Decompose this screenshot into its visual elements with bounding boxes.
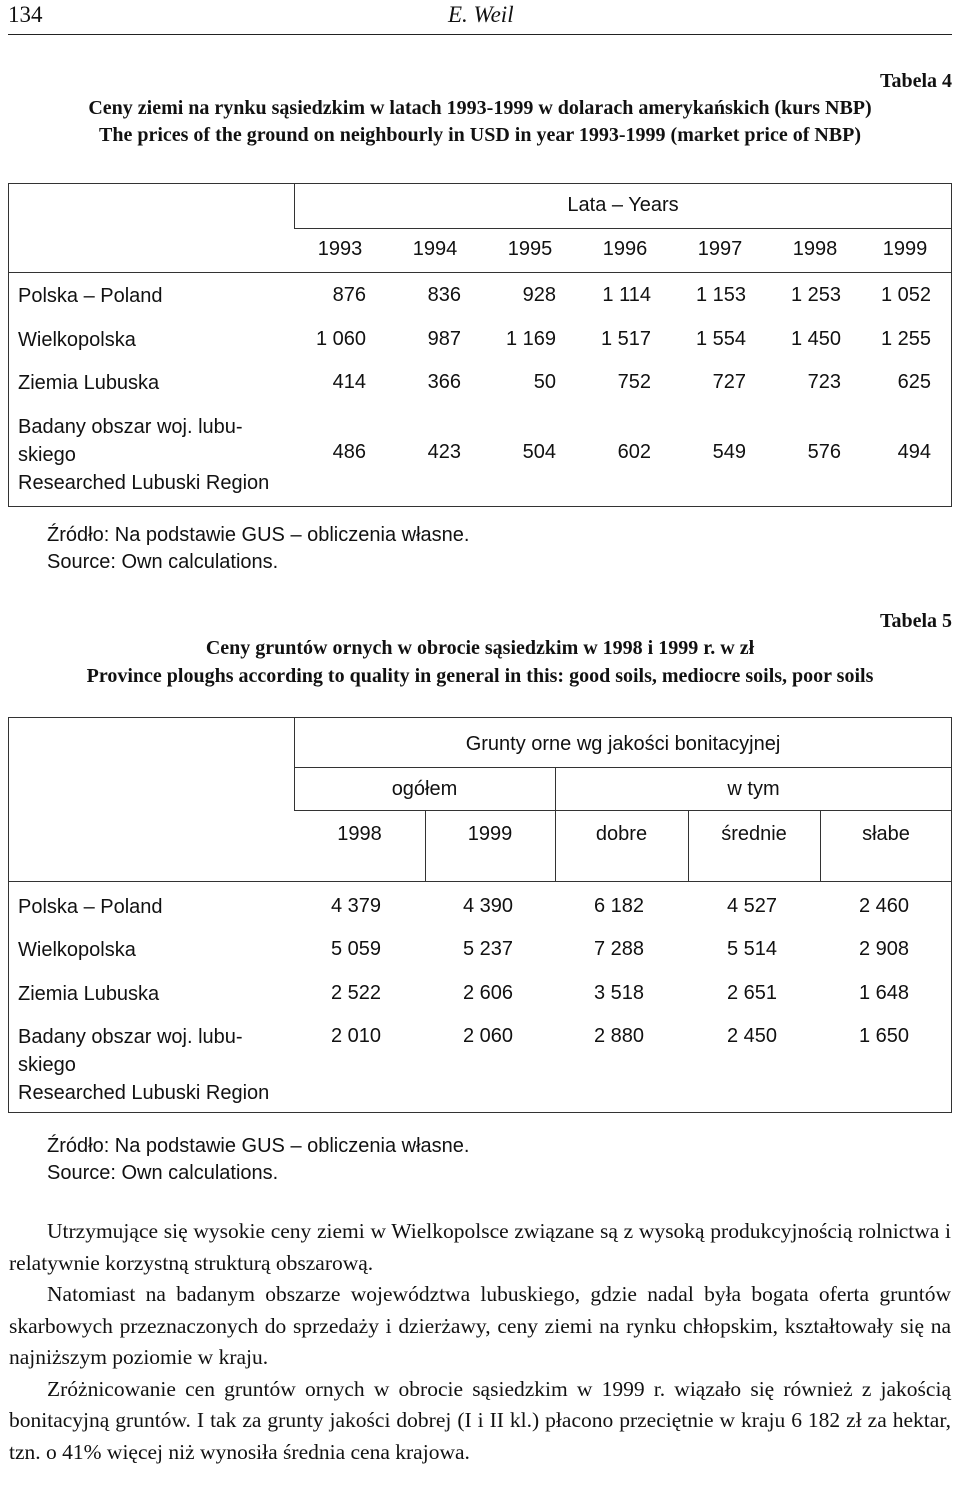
table4-cell: 928 xyxy=(522,284,556,306)
table4-source-en: Source: Own calculations. xyxy=(47,551,279,573)
table5-title-en: Province ploughs according to quality in general in this: good soils, mediocre soils, poor soils xyxy=(86,665,874,687)
table5-col-header: dobre xyxy=(595,823,648,845)
table4-divider xyxy=(294,228,952,229)
table5-cell: 1 650 xyxy=(858,1025,910,1047)
table5-col-header: 1998 xyxy=(337,823,382,845)
table5-label: Tabela 5 xyxy=(879,610,952,632)
table5-row-label: Ziemia Lubuska xyxy=(18,983,160,1005)
table5-cell: 7 288 xyxy=(593,938,645,960)
table5-cell: 2 908 xyxy=(858,938,910,960)
table4-cell: 602 xyxy=(617,441,651,463)
table5-cell: 2 606 xyxy=(462,982,514,1004)
table5-cell: 5 059 xyxy=(330,938,382,960)
table5-cell: 4 390 xyxy=(462,895,514,917)
table4-cell: 486 xyxy=(332,441,366,463)
table5-row-label-line: Researched Lubuski Region xyxy=(18,1082,270,1104)
table5-cell: 3 518 xyxy=(593,982,645,1004)
table5-row-label-line: skiego xyxy=(18,1054,76,1076)
table4-year-header: 1993 xyxy=(317,238,363,260)
table5-divider xyxy=(688,810,689,882)
table5-col-header: słabe xyxy=(862,823,910,845)
table5-cell: 2 460 xyxy=(858,895,910,917)
table5-cell: 5 514 xyxy=(726,938,778,960)
table5-row-label-line: Badany obszar woj. lubu- xyxy=(18,1026,243,1048)
table4-cell: 423 xyxy=(427,441,461,463)
table4-group-header: Lata – Years xyxy=(567,194,679,216)
table5-sub-header-of-which: w tym xyxy=(727,778,780,800)
table4-cell: 1 554 xyxy=(695,328,746,350)
table4-divider xyxy=(8,272,952,273)
table4-cell: 504 xyxy=(522,441,556,463)
table4-cell: 1 052 xyxy=(880,284,931,306)
table5-row-label: Polska – Poland xyxy=(18,896,163,918)
table4-year-header: 1997 xyxy=(697,238,743,260)
running-head xyxy=(8,0,952,35)
table4-row-label-line: Badany obszar woj. lubu- xyxy=(18,416,243,438)
table5-cell: 2 651 xyxy=(726,982,778,1004)
table4-row-label: Ziemia Lubuska xyxy=(18,372,160,394)
table4-cell: 1 253 xyxy=(790,284,841,306)
body-paragraph: Natomiast na badanym obszarze województwa lubuskiego, gdzie nadal była bogata oferta gruntów skarbowych przeznaczonych do sprzedaży i dzierżawy, ceny ziemi na rynku chłopskim, kształtowały się na najniższym poziomie w kraju. xyxy=(9,1282,951,1369)
table4-cell: 876 xyxy=(332,284,366,306)
table5-cell: 2 060 xyxy=(462,1025,514,1047)
table4-year-header: 1999 xyxy=(882,238,928,260)
table5-source-en: Source: Own calculations. xyxy=(47,1162,279,1184)
table4-title-pl: Ceny ziemi na rynku sąsiedzkim w latach 1993-1999 w dolarach amerykańskich (kurs NBP) xyxy=(88,97,872,119)
table5-col-header: 1999 xyxy=(467,823,513,845)
table5-cell: 4 379 xyxy=(330,895,382,917)
table5-cell: 4 527 xyxy=(726,895,778,917)
running-head-author: E. Weil xyxy=(448,2,514,27)
table4-cell: 1 153 xyxy=(695,284,746,306)
table5-cell: 2 450 xyxy=(726,1025,778,1047)
table4-year-header: 1995 xyxy=(507,238,553,260)
table4-row-label-line: skiego xyxy=(18,444,76,466)
table4-row-label: Wielkopolska xyxy=(18,329,136,351)
table5-sub-header-total: ogółem xyxy=(391,778,458,800)
table4-cell: 625 xyxy=(897,371,931,393)
table5-cell: 6 182 xyxy=(593,895,645,917)
table4-cell: 1 169 xyxy=(505,328,556,350)
body-text xyxy=(9,1216,951,1468)
table4-cell: 1 255 xyxy=(880,328,931,350)
table5-cell: 2 010 xyxy=(330,1025,382,1047)
table5-group-header: Grunty orne wg jakości bonitacyjnej xyxy=(465,733,781,755)
table4-year-header: 1998 xyxy=(792,238,838,260)
table4-cell: 494 xyxy=(897,441,931,463)
table5-row-label: Wielkopolska xyxy=(18,939,136,961)
table4-cell: 987 xyxy=(427,328,461,350)
body-paragraph: Utrzymujące się wysokie ceny ziemi w Wielkopolsce związane są z wysoką produkcyjnością rolnictwa i relatywnie korzystną strukturą obszarową. xyxy=(9,1219,951,1275)
table4-cell: 836 xyxy=(427,284,461,306)
table5-col-header: średnie xyxy=(721,823,787,845)
table4-cell: 1 517 xyxy=(600,328,651,350)
table5-divider xyxy=(294,767,952,768)
table5-source-pl: Źródło: Na podstawie GUS – obliczenia własne. xyxy=(47,1135,470,1157)
table5-divider xyxy=(555,810,556,882)
table4-year-header: 1994 xyxy=(412,238,458,260)
table5-title-pl: Ceny gruntów ornych w obrocie sąsiedzkim w 1998 i 1999 r. w zł xyxy=(205,637,755,659)
table4-cell: 727 xyxy=(712,371,746,393)
table4-cell: 1 060 xyxy=(315,328,366,350)
table4-cell: 723 xyxy=(807,371,841,393)
table4-cell: 549 xyxy=(712,441,746,463)
table4-cell: 576 xyxy=(807,441,841,463)
table4-label: Tabela 4 xyxy=(879,70,952,92)
table4-cell: 414 xyxy=(332,371,366,393)
table4-year-header: 1996 xyxy=(602,238,648,260)
table5-divider xyxy=(425,810,426,882)
table4-row-label-line: Researched Lubuski Region xyxy=(18,472,270,494)
table4-cell: 366 xyxy=(427,371,461,393)
body-paragraph: Zróżnicowanie cen gruntów ornych w obrocie sąsiedzkim w 1999 r. wiązało się również z jakością bonitacyjną gruntów. I tak za grunty jakości dobrej (I i II kl.) płacono przeciętnie w kraju 6 182 zł za hektar, tzn. o 41% więcej niż wynosiła średnia cena krajowa. xyxy=(9,1376,951,1464)
table5-cell: 2 880 xyxy=(593,1025,645,1047)
table4-cell: 1 114 xyxy=(602,284,651,306)
table4-cell: 1 450 xyxy=(790,328,841,350)
table5-cell: 2 522 xyxy=(330,982,382,1004)
table4-cell: 752 xyxy=(617,371,651,393)
table5-divider xyxy=(820,810,821,882)
table5-cell: 5 237 xyxy=(462,938,514,960)
table5-divider xyxy=(294,810,952,811)
table4-cell: 50 xyxy=(533,371,556,393)
table5-row-label xyxy=(18,1023,269,1107)
table4-row-label: Polska – Poland xyxy=(18,285,163,307)
table5-cell: 1 648 xyxy=(858,982,910,1004)
table4-title-en: The prices of the ground on neighbourly in USD in year 1993-1999 (market price of NBP) xyxy=(98,124,862,146)
page-number: 134 xyxy=(8,2,43,27)
table4-source-pl: Źródło: Na podstawie GUS – obliczenia własne. xyxy=(47,524,470,546)
table5-divider xyxy=(8,881,952,882)
table4-row-label xyxy=(18,413,269,497)
